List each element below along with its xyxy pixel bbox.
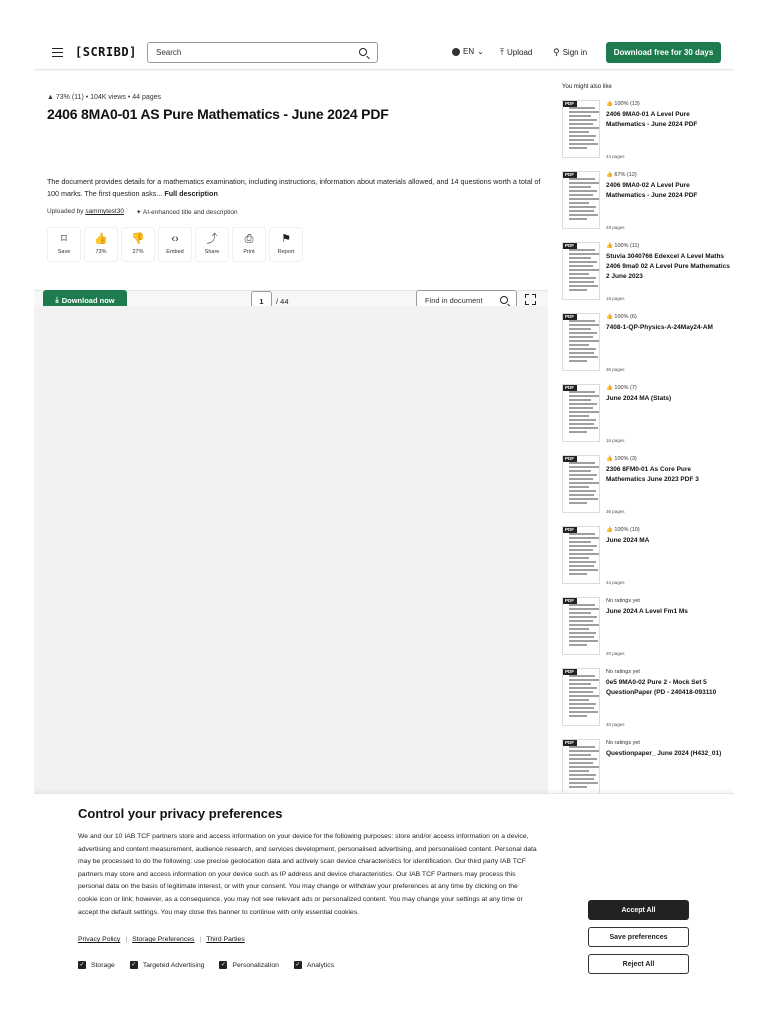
uploaded-row <box>47 208 238 216</box>
document-description <box>47 176 552 200</box>
recommendation-rating: 👍 100% (10) <box>606 527 640 533</box>
accept-all-button[interactable]: Accept All <box>588 900 689 920</box>
thumbs-up-small-icon: ▲ <box>47 94 54 101</box>
upload-link[interactable] <box>500 47 532 58</box>
thumbs-down-icon: 👎 <box>131 233 145 245</box>
recommendation-rating: No ratings yet <box>606 740 640 746</box>
action-bar <box>47 227 303 262</box>
share-action-button[interactable] <box>195 227 229 262</box>
download-label: Download now <box>61 295 115 305</box>
thumbs-up-icon: 👍 <box>606 314 615 320</box>
search-icon[interactable] <box>359 48 367 56</box>
search-input[interactable] <box>147 42 378 63</box>
download-icon: ⤓ <box>55 295 59 304</box>
description-text: The document provides details for a mathematics examination, including instructions, information about materials allowed, and 14 questions worth a total of 100 marks. The first question asks... <box>47 177 541 198</box>
recommendation-rating: No ratings yet <box>606 669 640 675</box>
consent-checkboxes <box>78 961 334 969</box>
privacy-title: Control your privacy preferences <box>78 806 283 821</box>
full-description-link[interactable]: Full description <box>164 189 218 198</box>
document-thumbnail[interactable] <box>562 384 600 442</box>
action-label: Share <box>204 249 220 255</box>
recommendation-item[interactable] <box>562 100 732 166</box>
save-action-button[interactable] <box>47 227 81 262</box>
document-stats <box>47 94 161 101</box>
recommendation-item[interactable] <box>562 455 732 521</box>
person-icon: ⚲ <box>553 47 560 57</box>
signin-label: Sign in <box>562 48 588 57</box>
recommendation-title[interactable]: June 2024 MA (Stats) <box>606 395 672 402</box>
recommendation-pages: 36 pages <box>606 367 625 372</box>
thumbs-up-icon: 👍 <box>606 243 615 249</box>
scribd-logo[interactable]: [SCRIBD] <box>75 45 137 59</box>
top-header <box>34 36 734 70</box>
recommendation-rating: 👍 100% (6) <box>606 314 637 320</box>
recommendation-rating: 👍 100% (13) <box>606 101 640 107</box>
document-thumbnail[interactable] <box>562 455 600 513</box>
uploaded-by-label: Uploaded by <box>47 208 84 215</box>
privacy-policy-link[interactable]: Privacy Policy <box>78 936 121 943</box>
recommendation-pages: 36 pages <box>606 509 625 514</box>
recommendation-pages: 20 pages <box>606 651 625 656</box>
share-icon: ⤴ <box>206 233 218 245</box>
document-thumbnail[interactable] <box>562 100 600 158</box>
recommendation-title[interactable]: 2406 9MA0-01 A Level Pure Mathematics - June 2024 PDF <box>606 111 698 128</box>
recommendation-title[interactable]: 7408-1-QP-Physics-A-24May24-AM <box>606 324 713 331</box>
checkbox-checked-icon: ✓ <box>131 962 137 968</box>
checkbox-checked-icon: ✓ <box>295 962 301 968</box>
thumbs-up-icon: 👍 <box>94 233 108 245</box>
thumbs-up-icon: 👍 <box>606 456 615 462</box>
privacy-banner <box>34 793 734 988</box>
privacy-text: We and our 10 IAB TCF partners store and access information on your device for the following purposes: store and/or access information on a device, advertising and content measurement, audience research, and services development, personalised advertising, and personalised content. Personal data may be processed to do the following: use precise geolocation data and actively scan device characteristics for identification. Our third party IAB TCF partners may store and access information on your device such as IP address and device characteristics. Our IAB TCF Partners may process this personal data on the basis of legitimate interest, or with your consent. You may change or withdraw your preferences at any time by clicking on the cookie icon or link; however, as a consequence, you may not see relevant ads or personalized content. You may change your settings at any time or accept the default settings. You may close this banner to continue with only essential cookies. <box>78 833 537 916</box>
recommendation-pages: 44 pages <box>606 154 625 159</box>
find-placeholder: Find in document <box>425 296 483 305</box>
checkbox-checked-icon: ✓ <box>79 962 85 968</box>
pdf-badge: PDF <box>562 668 577 675</box>
pdf-badge: PDF <box>562 597 577 604</box>
thumbs-up-icon: 👍 <box>606 385 615 391</box>
recommendation-item[interactable] <box>562 526 732 592</box>
storage-checkbox[interactable]: ✓ Storage <box>79 961 115 969</box>
recommendation-item[interactable] <box>562 668 732 734</box>
checkbox-checked-icon: ✓ <box>220 962 226 968</box>
action-label: Embed <box>166 249 184 255</box>
action-label: Report <box>277 249 295 255</box>
recommendation-title[interactable]: Stuvia 3040766 Edexcel A Level Maths 2406 9ma0 02 A Level Pure Mathematics 2 June 2023 <box>606 253 730 280</box>
recommendation-pages: 16 pages <box>606 438 625 443</box>
page-frame <box>34 36 734 988</box>
language-selector[interactable] <box>452 47 484 56</box>
document-thumbnail[interactable] <box>562 313 600 371</box>
pdf-badge: PDF <box>562 526 577 533</box>
recommendation-item[interactable] <box>562 313 732 379</box>
third-parties-link[interactable]: Third Parties <box>206 936 245 943</box>
pdf-badge: PDF <box>562 384 577 391</box>
recommendation-rating: 👍 100% (3) <box>606 456 637 462</box>
recommendation-pages: 44 pages <box>606 580 625 585</box>
search-placeholder: Search <box>156 48 182 57</box>
stats-text: 73% (11) • 104K views • 44 pages <box>55 94 162 101</box>
report-action-button[interactable] <box>269 227 303 262</box>
recommendation-title[interactable]: Questionpaper_ June 2024 (H432_01) <box>606 750 722 757</box>
recommendation-rating: No ratings yet <box>606 598 640 604</box>
document-thumbnail[interactable] <box>562 242 600 300</box>
storage-preferences-link[interactable]: Storage Preferences <box>132 936 195 943</box>
flag-icon: ⚑ <box>281 233 291 245</box>
upload-icon: ⤒ <box>500 47 504 57</box>
recommendation-item[interactable] <box>562 384 732 450</box>
ai-note <box>136 208 238 216</box>
chevron-down-icon: ⌄ <box>477 47 484 56</box>
language-label: EN <box>463 47 475 56</box>
recommendation-title[interactable]: 2306 8FM0-01 As Core Pure Mathematics June 2023 PDF 3 <box>606 466 699 483</box>
recommendation-rating: 👍 100% (11) <box>606 243 640 249</box>
pdf-badge: PDF <box>562 455 577 462</box>
recommendation-title[interactable]: June 2024 MA <box>606 537 650 544</box>
document-thumbnail[interactable] <box>562 526 600 584</box>
pdf-badge: PDF <box>562 739 577 746</box>
targeted-advertising-checkbox[interactable]: ✓ Targeted Advertising <box>131 961 205 969</box>
sparkle-icon: ✦ <box>135 209 142 216</box>
recommendation-title[interactable]: 0e5 9MA0-02 Pure 2 - Mock Set 5 QuestionPaper (PD - 240418-093110 <box>606 679 717 696</box>
page-number-input[interactable]: 1 <box>251 291 272 311</box>
recommendation-pages: 16 pages <box>606 296 625 301</box>
document-thumbnail[interactable] <box>562 171 600 229</box>
signin-link[interactable] <box>553 47 587 58</box>
recommendation-item[interactable] <box>562 597 732 663</box>
privacy-links: Privacy Policy | Storage Preferences | Third Parties <box>78 936 245 943</box>
bookmark-icon: ⌑ <box>61 233 67 245</box>
pdf-badge: PDF <box>562 242 577 249</box>
document-thumbnail[interactable] <box>562 668 600 726</box>
upload-label: Upload <box>506 48 533 57</box>
globe-icon <box>452 48 460 56</box>
recommendation-pages: 48 pages <box>606 225 625 230</box>
document-title: 2406 8MA0-01 AS Pure Mathematics - June 2024 PDF <box>47 106 389 122</box>
action-label: 73% <box>95 249 107 255</box>
menu-icon[interactable] <box>52 48 63 57</box>
embed-action-button[interactable] <box>158 227 192 262</box>
recommendation-rating: 👍 67% (12) <box>606 172 637 178</box>
save-preferences-button[interactable]: Save preferences <box>588 927 689 947</box>
recommendation-title[interactable]: 2406 9MA0-02 A Level Pure Mathematics - June 2024 PDF <box>606 182 698 199</box>
recommendation-pages: 40 pages <box>606 722 625 727</box>
recommendation-title[interactable]: June 2024 A Level Fm1 Ms <box>606 608 688 615</box>
download-free-button[interactable]: Download free for 30 days <box>606 42 721 63</box>
uploaded-by <box>47 208 124 216</box>
action-label: Save <box>57 249 71 255</box>
document-panel <box>34 71 548 306</box>
pdf-badge: PDF <box>562 313 577 320</box>
thumbs-up-icon: 👍 <box>606 172 615 178</box>
dislike-button[interactable] <box>121 227 155 262</box>
recommendation-item[interactable] <box>562 171 732 237</box>
print-icon: ⎙ <box>244 233 254 245</box>
ai-note-text: AI-enhanced title and description <box>142 209 238 216</box>
thumbs-up-icon: 👍 <box>606 101 615 107</box>
total-pages: / 44 <box>276 296 289 306</box>
uploader-link[interactable]: sammytest30 <box>85 208 124 215</box>
thumbs-up-icon: 👍 <box>606 527 615 533</box>
like-button[interactable] <box>84 227 118 262</box>
embed-icon: ‹› <box>171 233 179 245</box>
sidebar-title: You might also like <box>562 84 612 90</box>
analytics-checkbox[interactable]: ✓ Analytics <box>295 961 335 969</box>
action-label: 27% <box>132 249 144 255</box>
fullscreen-icon[interactable] <box>525 294 536 305</box>
reject-all-button[interactable]: Reject All <box>588 954 689 974</box>
action-label: Print <box>243 249 255 255</box>
personalization-checkbox[interactable]: ✓ Personalization <box>220 961 279 969</box>
pdf-badge: PDF <box>562 100 577 107</box>
document-thumbnail[interactable] <box>562 739 600 797</box>
recommendation-item[interactable] <box>562 242 732 308</box>
document-thumbnail[interactable] <box>562 597 600 655</box>
print-action-button[interactable] <box>232 227 266 262</box>
pdf-badge: PDF <box>562 171 577 178</box>
recommendation-rating: 👍 100% (7) <box>606 385 637 391</box>
search-icon[interactable] <box>500 296 508 304</box>
